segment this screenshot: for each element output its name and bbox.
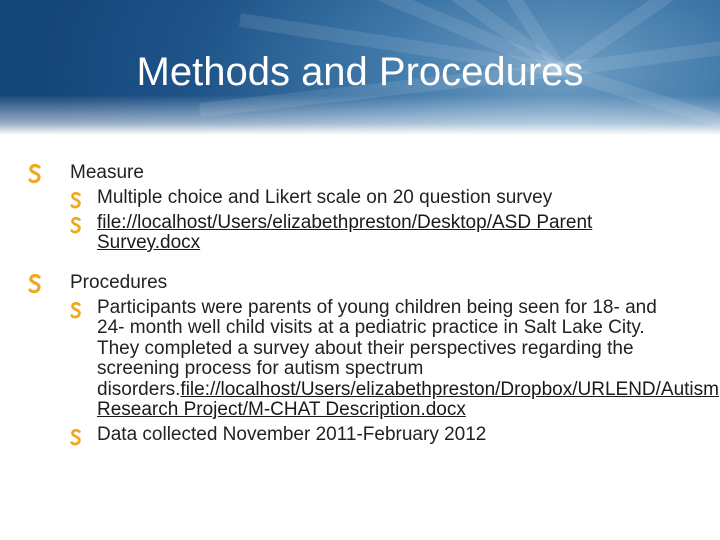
section-heading-measure: Measure [70,162,144,183]
slide-content [18,162,719,445]
sub-bullet-survey-type [70,188,698,209]
section-gap [18,254,698,272]
s-swirl-bullet-icon [28,274,42,294]
header-fade [0,95,720,135]
sub-bullet-participants [70,296,719,421]
s-swirl-bullet-icon [28,164,42,184]
bullet-measure [18,162,698,254]
survey-file-link[interactable]: file://localhost/Users/elizabethpreston/Desktop/ASD Parent Survey.docx [97,211,593,253]
s-swirl-bullet-icon [70,429,82,446]
data-collected-text: Data collected November 2011-February 2012 [97,423,487,445]
slide-title: Methods and Procedures [136,50,584,94]
mchat-file-link[interactable]: file://localhost/Users/elizabethpreston/Dropbox/URLEND/Autism Research Project/M-CHAT Description.docx [97,378,719,420]
survey-type-text: Multiple choice and Likert scale on 20 question survey [97,187,553,208]
sub-bullet-survey-link [70,213,698,254]
s-swirl-bullet-icon [70,192,82,209]
sub-bullet-data-collected [70,425,698,446]
section-heading-procedures: Procedures [70,271,168,293]
bullet-procedures [18,271,719,446]
s-swirl-bullet-icon [70,302,82,319]
participants-text: Participants were parents of young children being seen for 18- and 24- month well child visits at a pediatric practice in Salt Lake City. They completed a survey about their perspectives regarding the screening process for autism spectrum disorders. [97,296,657,400]
s-swirl-bullet-icon [70,217,82,234]
